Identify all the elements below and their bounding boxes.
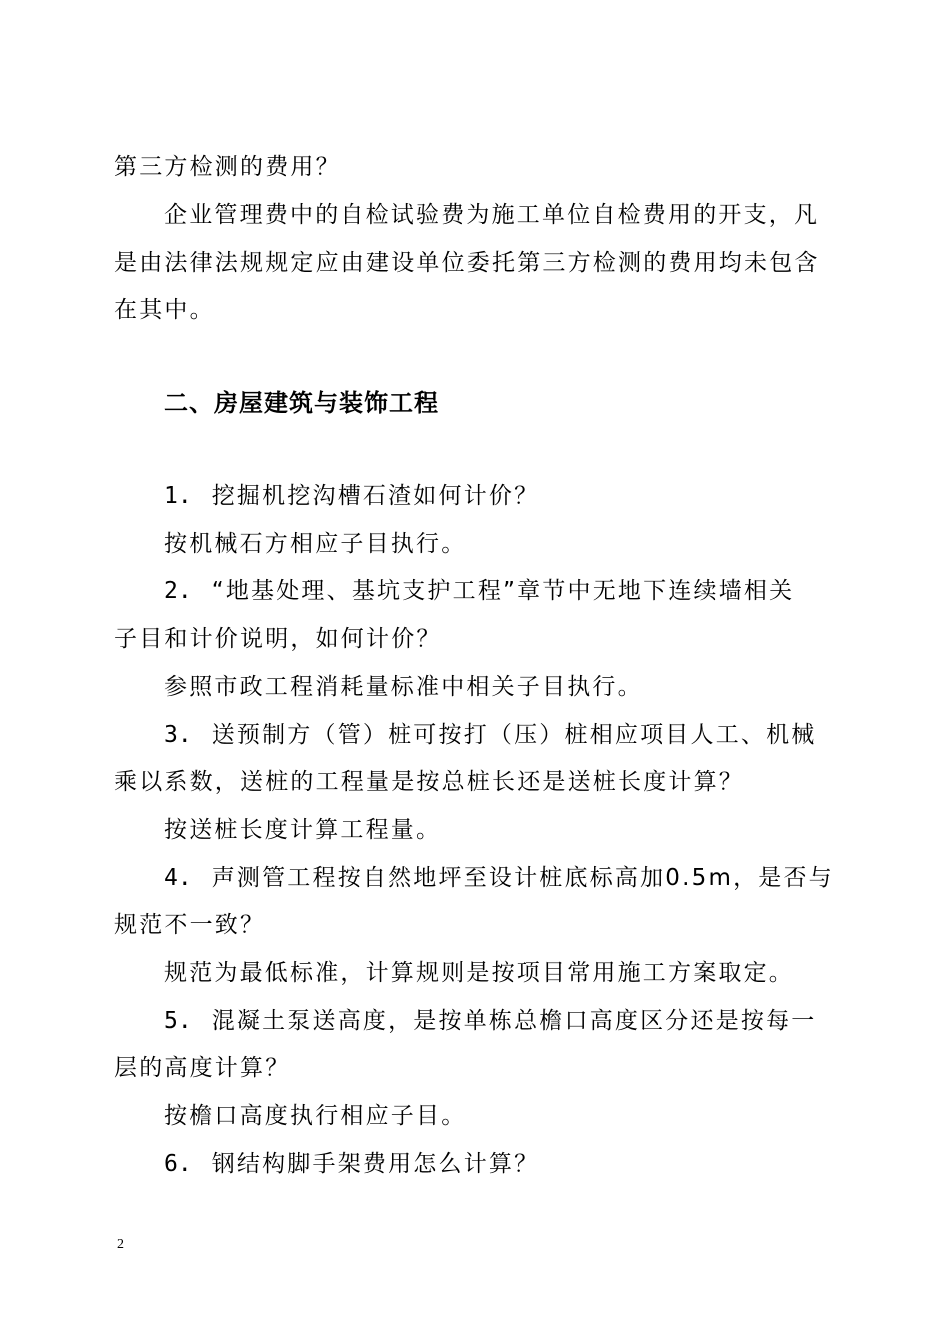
intro-answer-line-1: 企业管理费中的自检试验费为施工单位自检费用的开支，凡 (164, 202, 820, 228)
question-number: 1. (164, 483, 192, 509)
answer-5: 按檐口高度执行相应子目。 (164, 1103, 467, 1129)
question-number: 5. (164, 1008, 192, 1034)
question-5-cont: 层的高度计算？ (114, 1055, 291, 1081)
question-number: 2. (164, 578, 192, 604)
question-number: 6. (164, 1151, 192, 1177)
question-2-cont: 子目和计价说明，如何计价？ (114, 626, 442, 652)
question-6 (164, 1149, 539, 1179)
question-text: 混凝土泵送高度，是按单栋总檐口高度区分还是按每一 (211, 1008, 817, 1034)
intro-answer-line-2: 是由法律法规规定应由建设单位委托第三方检测的费用均未包含 (114, 250, 820, 276)
question-text: 送预制方（管）桩可按打（压）桩相应项目人工、机械 (211, 722, 817, 748)
question-4-cont: 规范不一致？ (114, 912, 266, 938)
question-text: “地基处理、基坑支护工程”章节中无地下连续墙相关 (211, 578, 795, 604)
question-number: 3. (164, 722, 192, 748)
question-2 (164, 576, 794, 606)
section-title: 二、房屋建筑与装饰工程 (164, 389, 439, 417)
question-5 (164, 1006, 817, 1036)
question-text: 声测管工程按自然地坪至设计桩底标高加0.5m，是否与 (211, 865, 834, 891)
intro-answer-line-3: 在其中。 (114, 297, 215, 323)
question-3 (164, 720, 817, 750)
question-text: 挖掘机挖沟槽石渣如何计价？ (211, 483, 540, 509)
question-1 (164, 481, 539, 511)
answer-2: 参照市政工程消耗量标准中相关子目执行。 (164, 674, 643, 700)
question-text: 钢结构脚手架费用怎么计算？ (211, 1151, 540, 1177)
question-4 (164, 863, 834, 893)
answer-1: 按机械石方相应子目执行。 (164, 531, 467, 557)
intro-question-tail: 第三方检测的费用？ (114, 154, 341, 180)
question-3-cont: 乘以系数，送桩的工程量是按总桩长还是送桩长度计算？ (114, 769, 744, 795)
answer-4: 规范为最低标准，计算规则是按项目常用施工方案取定。 (164, 960, 794, 986)
question-number: 4. (164, 865, 192, 891)
answer-3: 按送桩长度计算工程量。 (164, 817, 442, 843)
page-number: 2 (117, 1237, 124, 1252)
